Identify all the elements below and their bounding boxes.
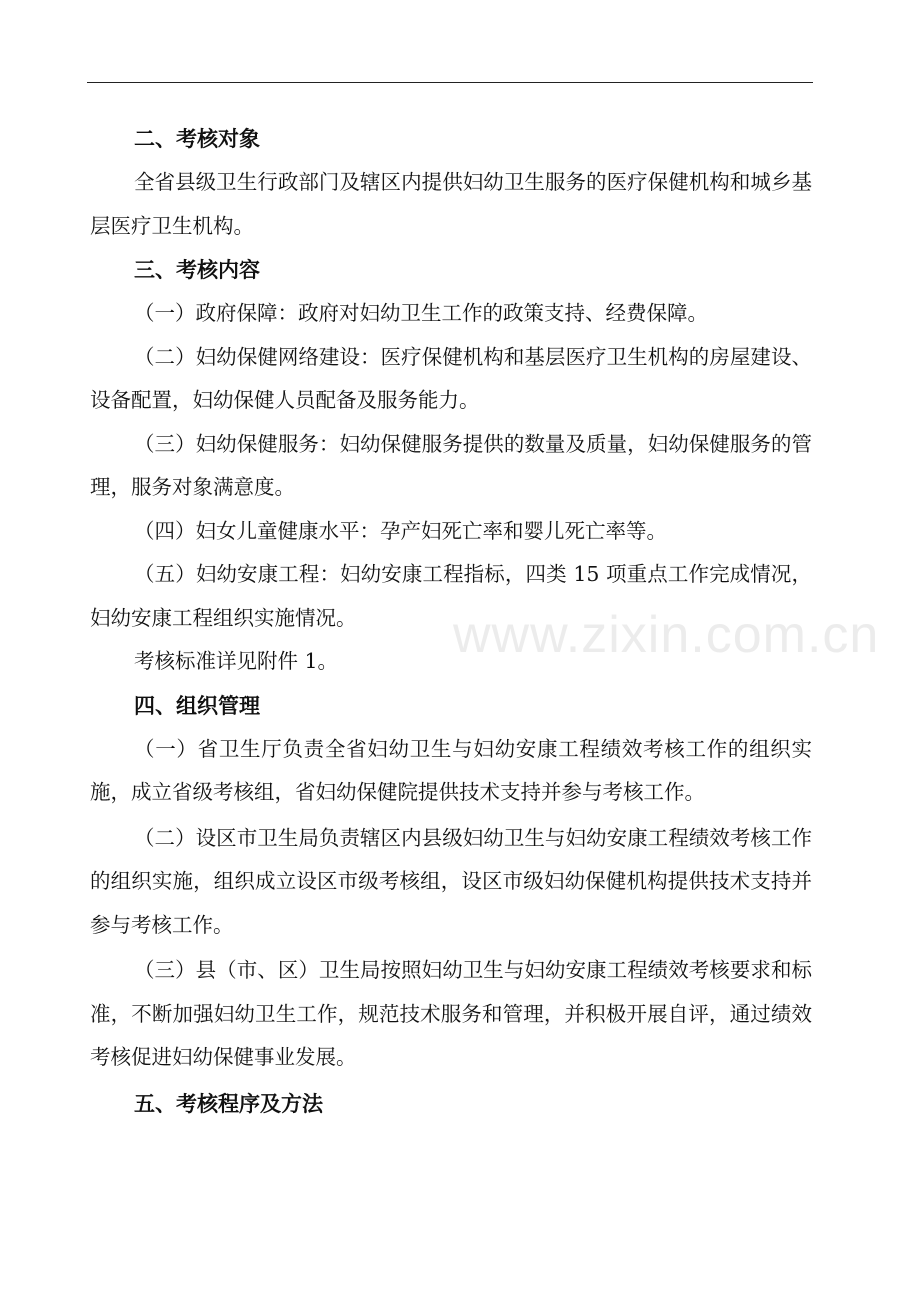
paragraph-network-construction: （二）妇幼保健网络建设：医疗保健机构和基层医疗卫生机构的房屋建设、设备配置，妇幼保健人员配备及服务能力。 — [90, 344, 812, 412]
section-heading-procedures: 五、考核程序及方法 — [134, 1091, 323, 1116]
paragraph-assessment-targets: 全省县级卫生行政部门及辖区内提供妇幼卫生服务的医疗保健机构和城乡基层医疗卫生机构。 — [90, 170, 812, 238]
header-rule — [87, 82, 813, 83]
paragraph-government-guarantee: （一）政府保障：政府对妇幼卫生工作的政策支持、经费保障。 — [134, 301, 708, 325]
paragraph-county-responsibility: （三）县（市、区）卫生局按照妇幼卫生与妇幼安康工程绩效考核要求和标准，不断加强妇幼卫生工作，规范技术服务和管理，并积极开展自评，通过绩效考核促进妇幼保健事业发展。 — [90, 958, 812, 1069]
document-body — [90, 117, 812, 1126]
section-heading-assessment-targets: 二、考核对象 — [134, 127, 260, 151]
paragraph-health-level: （四）妇女儿童健康水平：孕产妇死亡率和婴儿死亡率等。 — [134, 518, 667, 543]
section-heading-organization: 四、组织管理 — [134, 693, 260, 718]
section-heading-assessment-content: 三、考核内容 — [134, 258, 260, 282]
paragraph-health-services: （三）妇幼保健服务：妇幼保健服务提供的数量及质量，妇幼保健服务的管理，服务对象满意度。 — [90, 431, 812, 499]
paragraph-provincial-responsibility: （一）省卫生厅负责全省妇幼卫生与妇幼安康工程绩效考核工作的组织实施，成立省级考核组，省妇幼保健院提供技术支持并参与考核工作。 — [90, 736, 812, 804]
paragraph-city-responsibility: （二）设区市卫生局负责辖区内县级妇幼卫生与妇幼安康工程绩效考核工作的组织实施，组织成立设区市级考核组，设区市级妇幼保健机构提供技术支持并参与考核工作。 — [90, 825, 812, 937]
paragraph-standards-reference: 考核标准详见附件 1。 — [134, 649, 339, 673]
paragraph-safety-project: （五）妇幼安康工程：妇幼安康工程指标，四类 15 项重点工作完成情况，妇幼安康工程组织实施情况。 — [90, 562, 812, 630]
watermark-text: www.zixin.com.cn — [453, 606, 880, 664]
